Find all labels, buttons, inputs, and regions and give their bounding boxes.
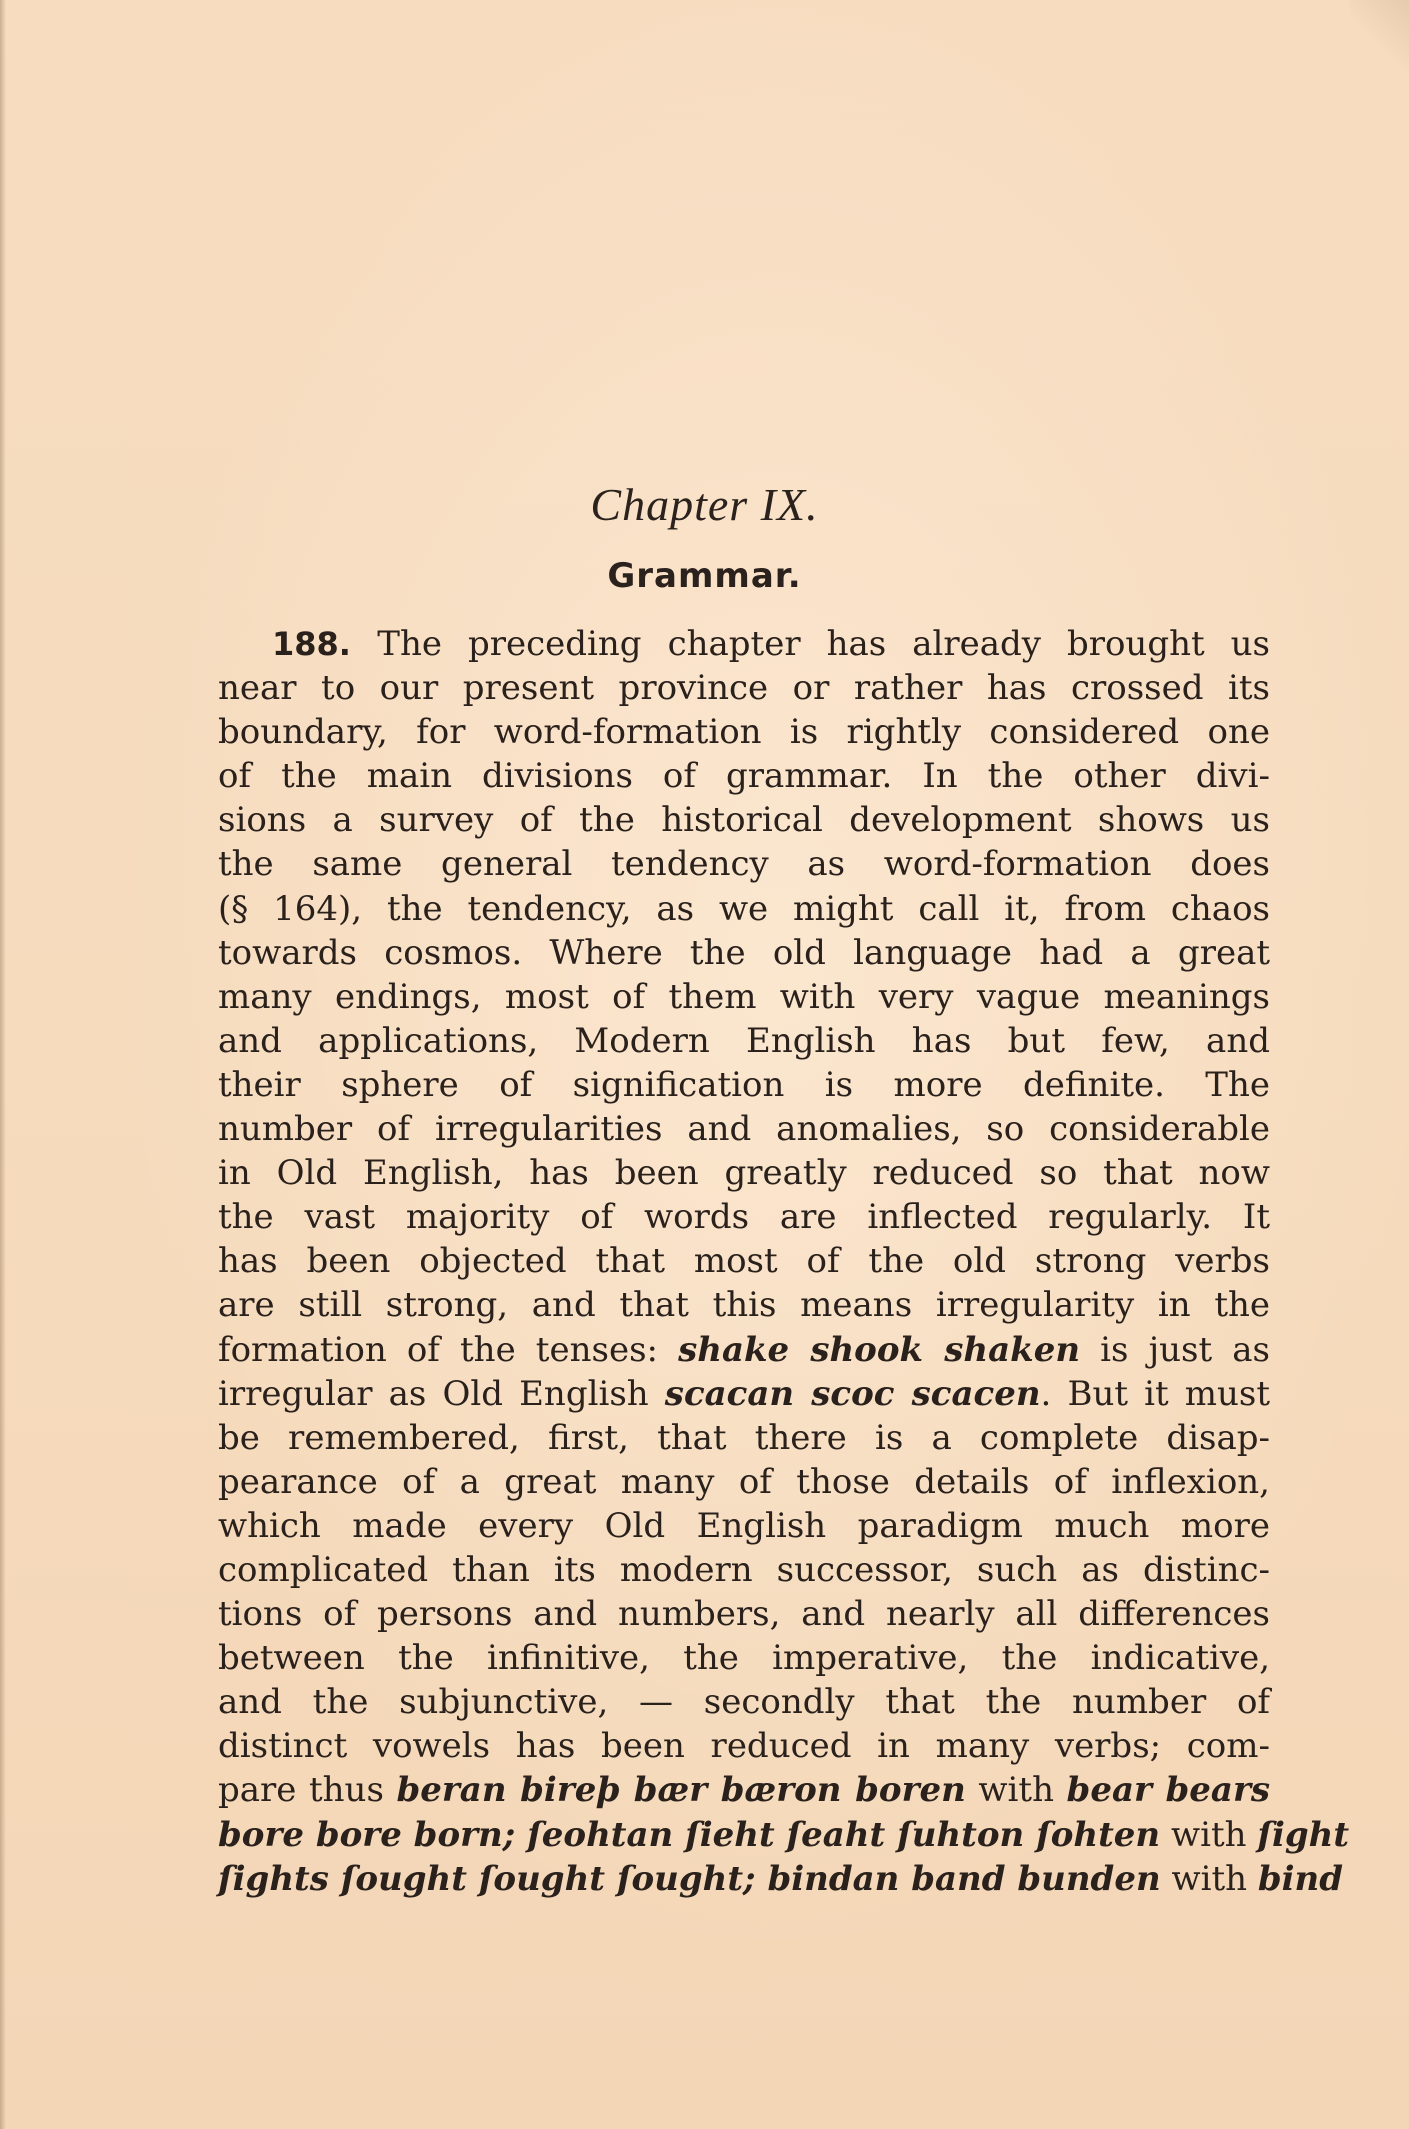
text-line [218, 1239, 1270, 1283]
text-line [218, 710, 1270, 754]
text-segment: with [1160, 1814, 1258, 1855]
text-line [218, 1460, 1270, 1504]
text-line [218, 1283, 1270, 1327]
text-line [218, 1328, 1270, 1372]
text-segment: has been objected that most of the old strong verbs [218, 1241, 1270, 1282]
text-segment: boundary, for word-formation is rightly considered one [218, 712, 1270, 753]
text-segment: (§ 164), the tendency, as we might call it, from chaos [218, 888, 1270, 929]
text-line [218, 1636, 1270, 1680]
paragraph-188 [218, 622, 1350, 1901]
italic-example: ſight [1257, 1814, 1350, 1855]
italic-example: shake shook shaken [678, 1329, 1081, 1370]
text-segment: distinct vowels has been reduced in many verbs; com- [218, 1726, 1270, 1767]
text-line [218, 931, 1270, 975]
text-segment: tions of persons and numbers, and nearly all differences [218, 1594, 1270, 1635]
text-line [218, 798, 1270, 842]
text-line [218, 1151, 1270, 1195]
text-line [218, 754, 1270, 798]
text-line [218, 1504, 1270, 1548]
chapter-label: Chapter IX. [590, 479, 819, 530]
text-line [218, 666, 1270, 710]
italic-example: scacan scoc scacen [664, 1373, 1041, 1414]
text-line [218, 1724, 1270, 1768]
text-segment: with [965, 1770, 1067, 1811]
italic-example: bear bears [1066, 1770, 1270, 1811]
text-line [218, 1372, 1270, 1416]
text-line [218, 975, 1270, 1019]
text-segment: their sphere of signification is more definite. The [218, 1064, 1270, 1105]
text-segment: the vast majority of words are inflected regularly. It [218, 1197, 1270, 1238]
text-segment: and applications, Modern English has but few, and [218, 1020, 1270, 1061]
text-line [218, 622, 1270, 666]
text-segment: formation of the tenses: [218, 1329, 679, 1370]
text-line [218, 1548, 1270, 1592]
text-segment: many endings, most of them with very vague meanings [218, 976, 1270, 1017]
page-edge-shadow [0, 0, 6, 2129]
text-segment: the same general tendency as word-formation does [218, 844, 1270, 885]
italic-example: bind [1257, 1858, 1344, 1899]
text-segment: near to our present province or rather has crossed its [218, 668, 1270, 709]
paragraph-number: 188. [272, 625, 378, 663]
text-segment: complicated than its modern successor, such as distinc- [218, 1549, 1270, 1590]
text-segment: number of irregularities and anomalies, so considerable [218, 1109, 1270, 1150]
text-line [218, 1592, 1270, 1636]
text-segment: The preceding chapter has already brought us [377, 624, 1270, 664]
text-line [218, 1019, 1270, 1063]
chapter-title: Grammar. [607, 556, 802, 596]
text-line [218, 1107, 1270, 1151]
text-line [218, 1195, 1270, 1239]
italic-example: ſights ſought ſought ſought; bindan band bunden [218, 1858, 1161, 1899]
text-segment: with [1160, 1858, 1258, 1899]
page-corner [1349, 0, 1409, 70]
text-segment: . But it must [1040, 1373, 1270, 1414]
italic-example: beran bireþ bær bæron boren [396, 1770, 966, 1811]
text-segment: pare thus [218, 1770, 397, 1811]
text-segment: be remembered, first, that there is a complete disap- [218, 1417, 1270, 1458]
text-segment: towards cosmos. Where the old language had a great [218, 932, 1270, 973]
text-line [218, 887, 1270, 931]
text-segment: sions a survey of the historical development shows us [218, 800, 1270, 841]
text-line [218, 1857, 1344, 1901]
text-segment: between the infinitive, the imperative, the indicative, [218, 1638, 1270, 1679]
text-line [218, 1416, 1270, 1460]
text-segment: pearance of a great many of those details of inflexion, [218, 1461, 1270, 1502]
text-segment: which made every Old English paradigm much more [218, 1505, 1270, 1546]
text-segment: of the main divisions of grammar. In the other divi- [218, 756, 1270, 797]
text-line [218, 842, 1270, 886]
text-segment: in Old English, has been greatly reduced so that now [218, 1153, 1270, 1194]
text-segment: and the subjunctive, — secondly that the number of [218, 1682, 1270, 1723]
italic-example: bore bore born; ſeohtan ſieht ſeaht ſuhton ſohten [218, 1814, 1161, 1855]
text-line [218, 1680, 1270, 1724]
text-line [218, 1813, 1350, 1857]
text-segment: is just as [1080, 1329, 1270, 1370]
text-segment: are still strong, and that this means irregularity in the [218, 1285, 1270, 1326]
text-line [218, 1768, 1270, 1812]
text-line [218, 1063, 1270, 1107]
text-segment: irregular as Old English [218, 1373, 665, 1414]
